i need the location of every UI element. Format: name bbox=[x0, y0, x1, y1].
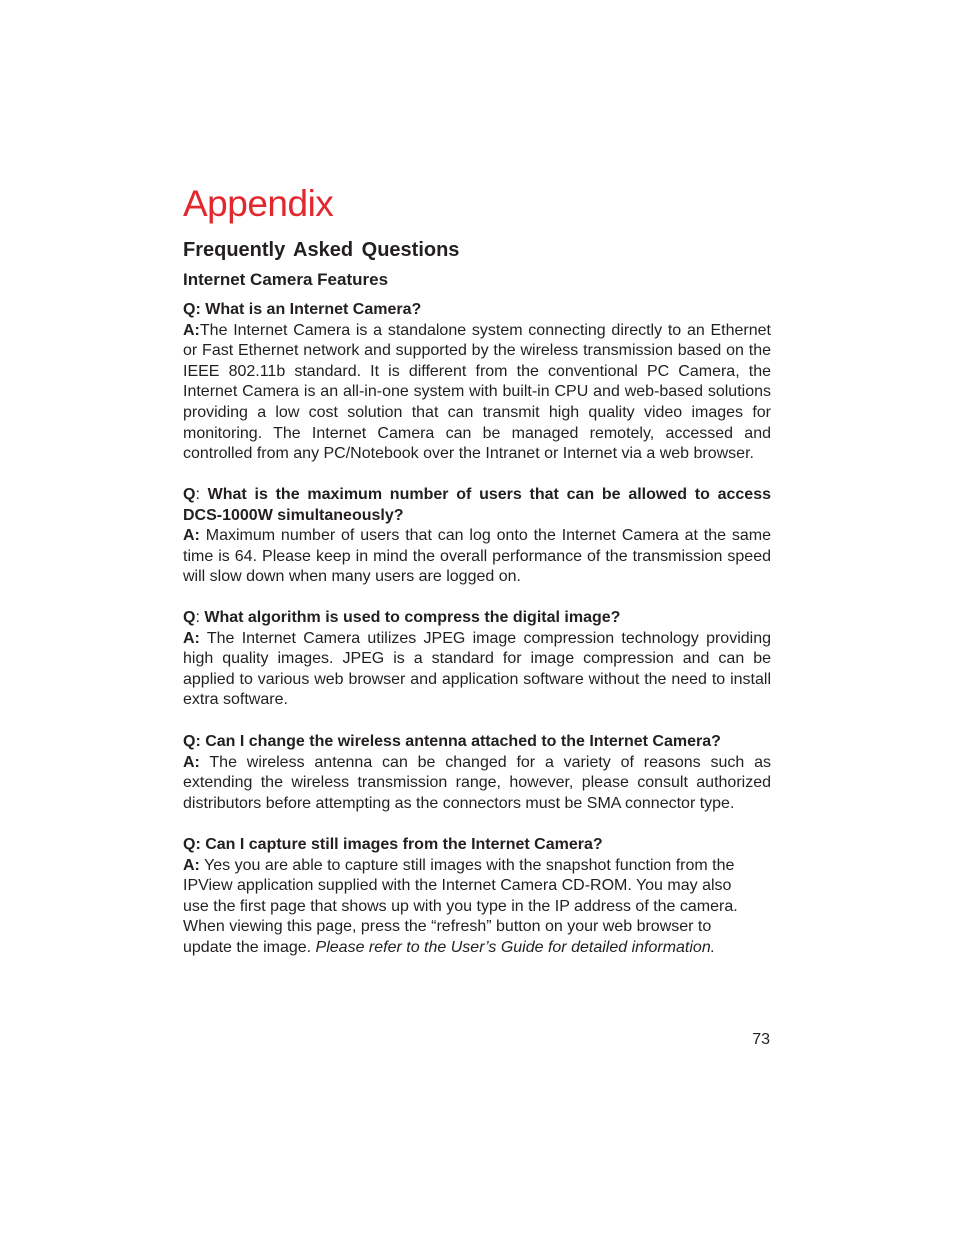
answer-text: The Internet Camera utilizes JPEG image compression technology providing high quality images. JPEG is a standard for image compression and can be applied to various web browser and application software without the need to install extra software. bbox=[183, 629, 771, 709]
answer-label: A: bbox=[183, 321, 200, 339]
question-label: Q bbox=[183, 486, 196, 503]
faq-item bbox=[183, 608, 771, 711]
answer-text: Maximum number of users that can log onto the Internet Camera at the same time is 64. Please keep in mind the overall performance of the transmission speed will slow down when many users are logged on. bbox=[183, 527, 771, 586]
faq-question bbox=[183, 732, 771, 753]
answer-text: The Internet Camera is a standalone system connecting directly to an Ethernet or Fast Ethernet network and supported by the wireless transmission based on the IEEE 802.11b standard. It is different from the conventional PC Camera, the Internet Camera is an all-in-one system with built-in CPU and web-based solutions providing a low cost solution that can transmit high quality video images for monitoring. The Internet Camera can be managed remotely, accessed and controlled from any PC/Notebook over the Intranet or Internet via a web browser. bbox=[183, 321, 771, 463]
question-text: Can I change the wireless antenna attached to the Internet Camera? bbox=[205, 733, 721, 750]
faq-answer bbox=[183, 321, 771, 465]
page-number: 73 bbox=[752, 1031, 770, 1048]
faq-answer bbox=[183, 629, 771, 711]
question-text: What is an Internet Camera? bbox=[205, 301, 422, 318]
faq-item bbox=[183, 485, 771, 588]
section-heading: Frequently Asked Questions bbox=[183, 239, 460, 261]
question-label: Q bbox=[183, 609, 196, 626]
answer-label: A: bbox=[183, 629, 200, 647]
question-label: Q: bbox=[183, 301, 206, 318]
answer-text: Yes you are able to capture still images with the snapshot function from the IPView application supplied with the Internet Camera CD-ROM. You may also use the first page that shows up with you type in the IP address of the camera. When viewing this page, press the “refresh” button on your web browser to update the image. bbox=[183, 856, 738, 956]
faq-question bbox=[183, 485, 771, 526]
question-separator: : bbox=[195, 486, 208, 503]
question-text: Can I capture still images from the Internet Camera? bbox=[205, 836, 603, 853]
answer-label: A: bbox=[183, 856, 200, 874]
answer-note: Please refer to the User’s Guide for detailed information. bbox=[315, 938, 716, 956]
question-separator: : bbox=[195, 609, 205, 626]
question-label: Q: bbox=[183, 733, 206, 750]
answer-label: A: bbox=[183, 753, 200, 771]
faq-item bbox=[183, 300, 771, 465]
faq-answer bbox=[183, 856, 753, 959]
page-title: Appendix bbox=[183, 183, 334, 224]
faq-answer bbox=[183, 753, 771, 815]
faq-question bbox=[183, 300, 771, 321]
question-text: What algorithm is used to compress the digital image? bbox=[204, 609, 621, 626]
faq-question bbox=[183, 608, 771, 629]
answer-label: A: bbox=[183, 527, 200, 545]
subsection-heading: Internet Camera Features bbox=[183, 270, 389, 289]
faq-item bbox=[183, 835, 753, 959]
faq-item bbox=[183, 732, 771, 814]
question-text: What is the maximum number of users that can be allowed to access DCS-1000W simultaneously? bbox=[183, 486, 772, 524]
faq-answer bbox=[183, 526, 771, 588]
answer-text: The wireless antenna can be changed for a variety of reasons such as extending the wireless transmission range, however, please consult authorized distributors before attempting as the connectors must be SMA connector type. bbox=[183, 753, 771, 812]
question-label: Q: bbox=[183, 836, 206, 853]
faq-question bbox=[183, 835, 753, 856]
